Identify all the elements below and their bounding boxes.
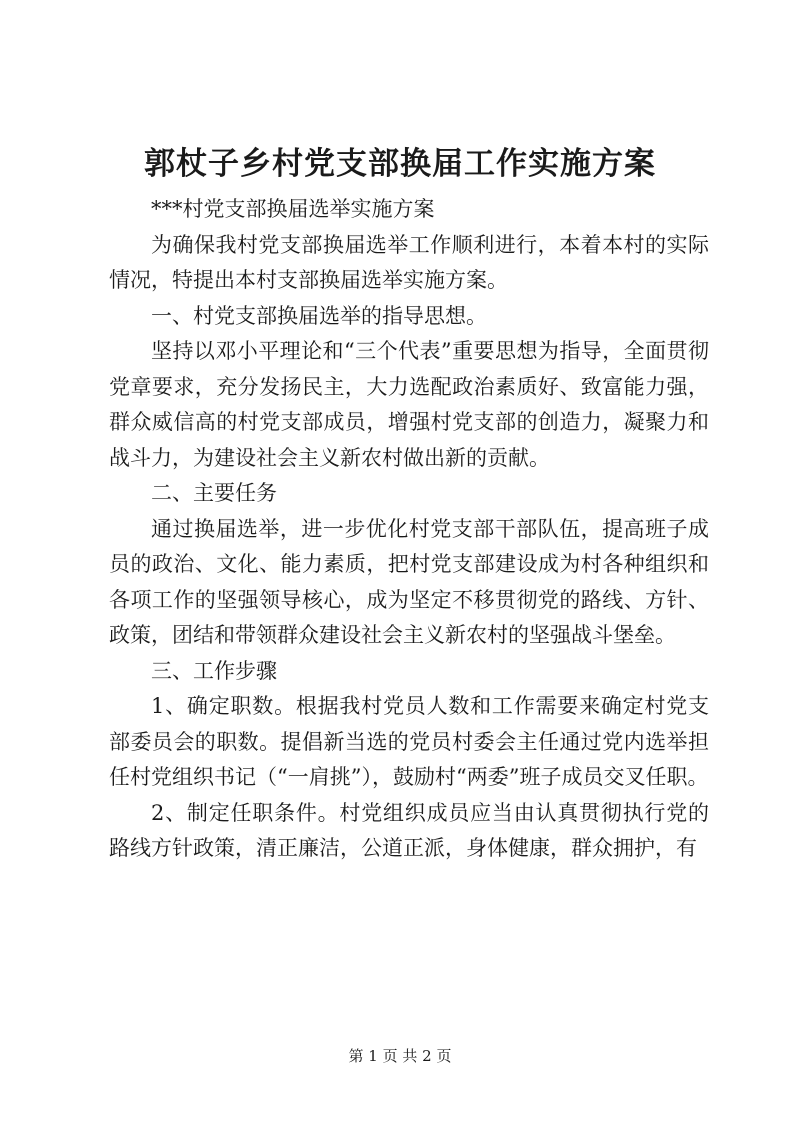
paragraph-intro: 为确保我村党支部换届选举工作顺利进行，本着本村的实际情况，特提出本村支部换届选举实施方案。: [109, 232, 709, 292]
section-heading-1: 一、村党支部换届选举的指导思想。: [151, 303, 487, 328]
document-title: 郭杖子乡村党支部换届工作实施方案: [144, 146, 656, 182]
page-footer: 第 1 页 共 2 页: [348, 1047, 452, 1065]
document-body: [109, 192, 709, 867]
paragraph-main-tasks: 通过换届选举，进一步优化村党支部干部队伍，提高班子成员的政治、文化、能力素质，把村党支部建设成为村各种组织和各项工作的坚强领导核心，成为坚定不移贯彻党的路线、方针、政策，团结和带领群众建设社会主义新农村的坚强战斗堡垒。: [109, 516, 709, 647]
paragraph-guiding-thought: 坚持以邓小平理论和“三个代表”重要思想为指导，全面贯彻党章要求，充分发扬民主，大力选配政治素质好、致富能力强，群众威信高的村党支部成员，增强村党支部的创造力，凝聚力和战斗力，为建设社会主义新农村做出新的贡献。: [109, 339, 709, 470]
paragraph-subtitle: ***村党支部换届选举实施方案: [151, 197, 435, 221]
paragraph-step-1: 1、确定职数。根据我村党员人数和工作需要来确定村党支部委员会的职数。提倡新当选的党员村委会主任通过党内选举担任村党组织书记（“一肩挑”），鼓励村“两委”班子成员交叉任职。: [109, 694, 709, 789]
paragraph-step-2: 2、制定任职条件。村党组织成员应当由认真贯彻执行党的路线方针政策，清正廉洁，公道正派，身体健康，群众拥护，有: [109, 800, 709, 860]
section-heading-3: 三、工作步骤: [151, 658, 277, 683]
section-heading-2: 二、主要任务: [151, 481, 277, 505]
